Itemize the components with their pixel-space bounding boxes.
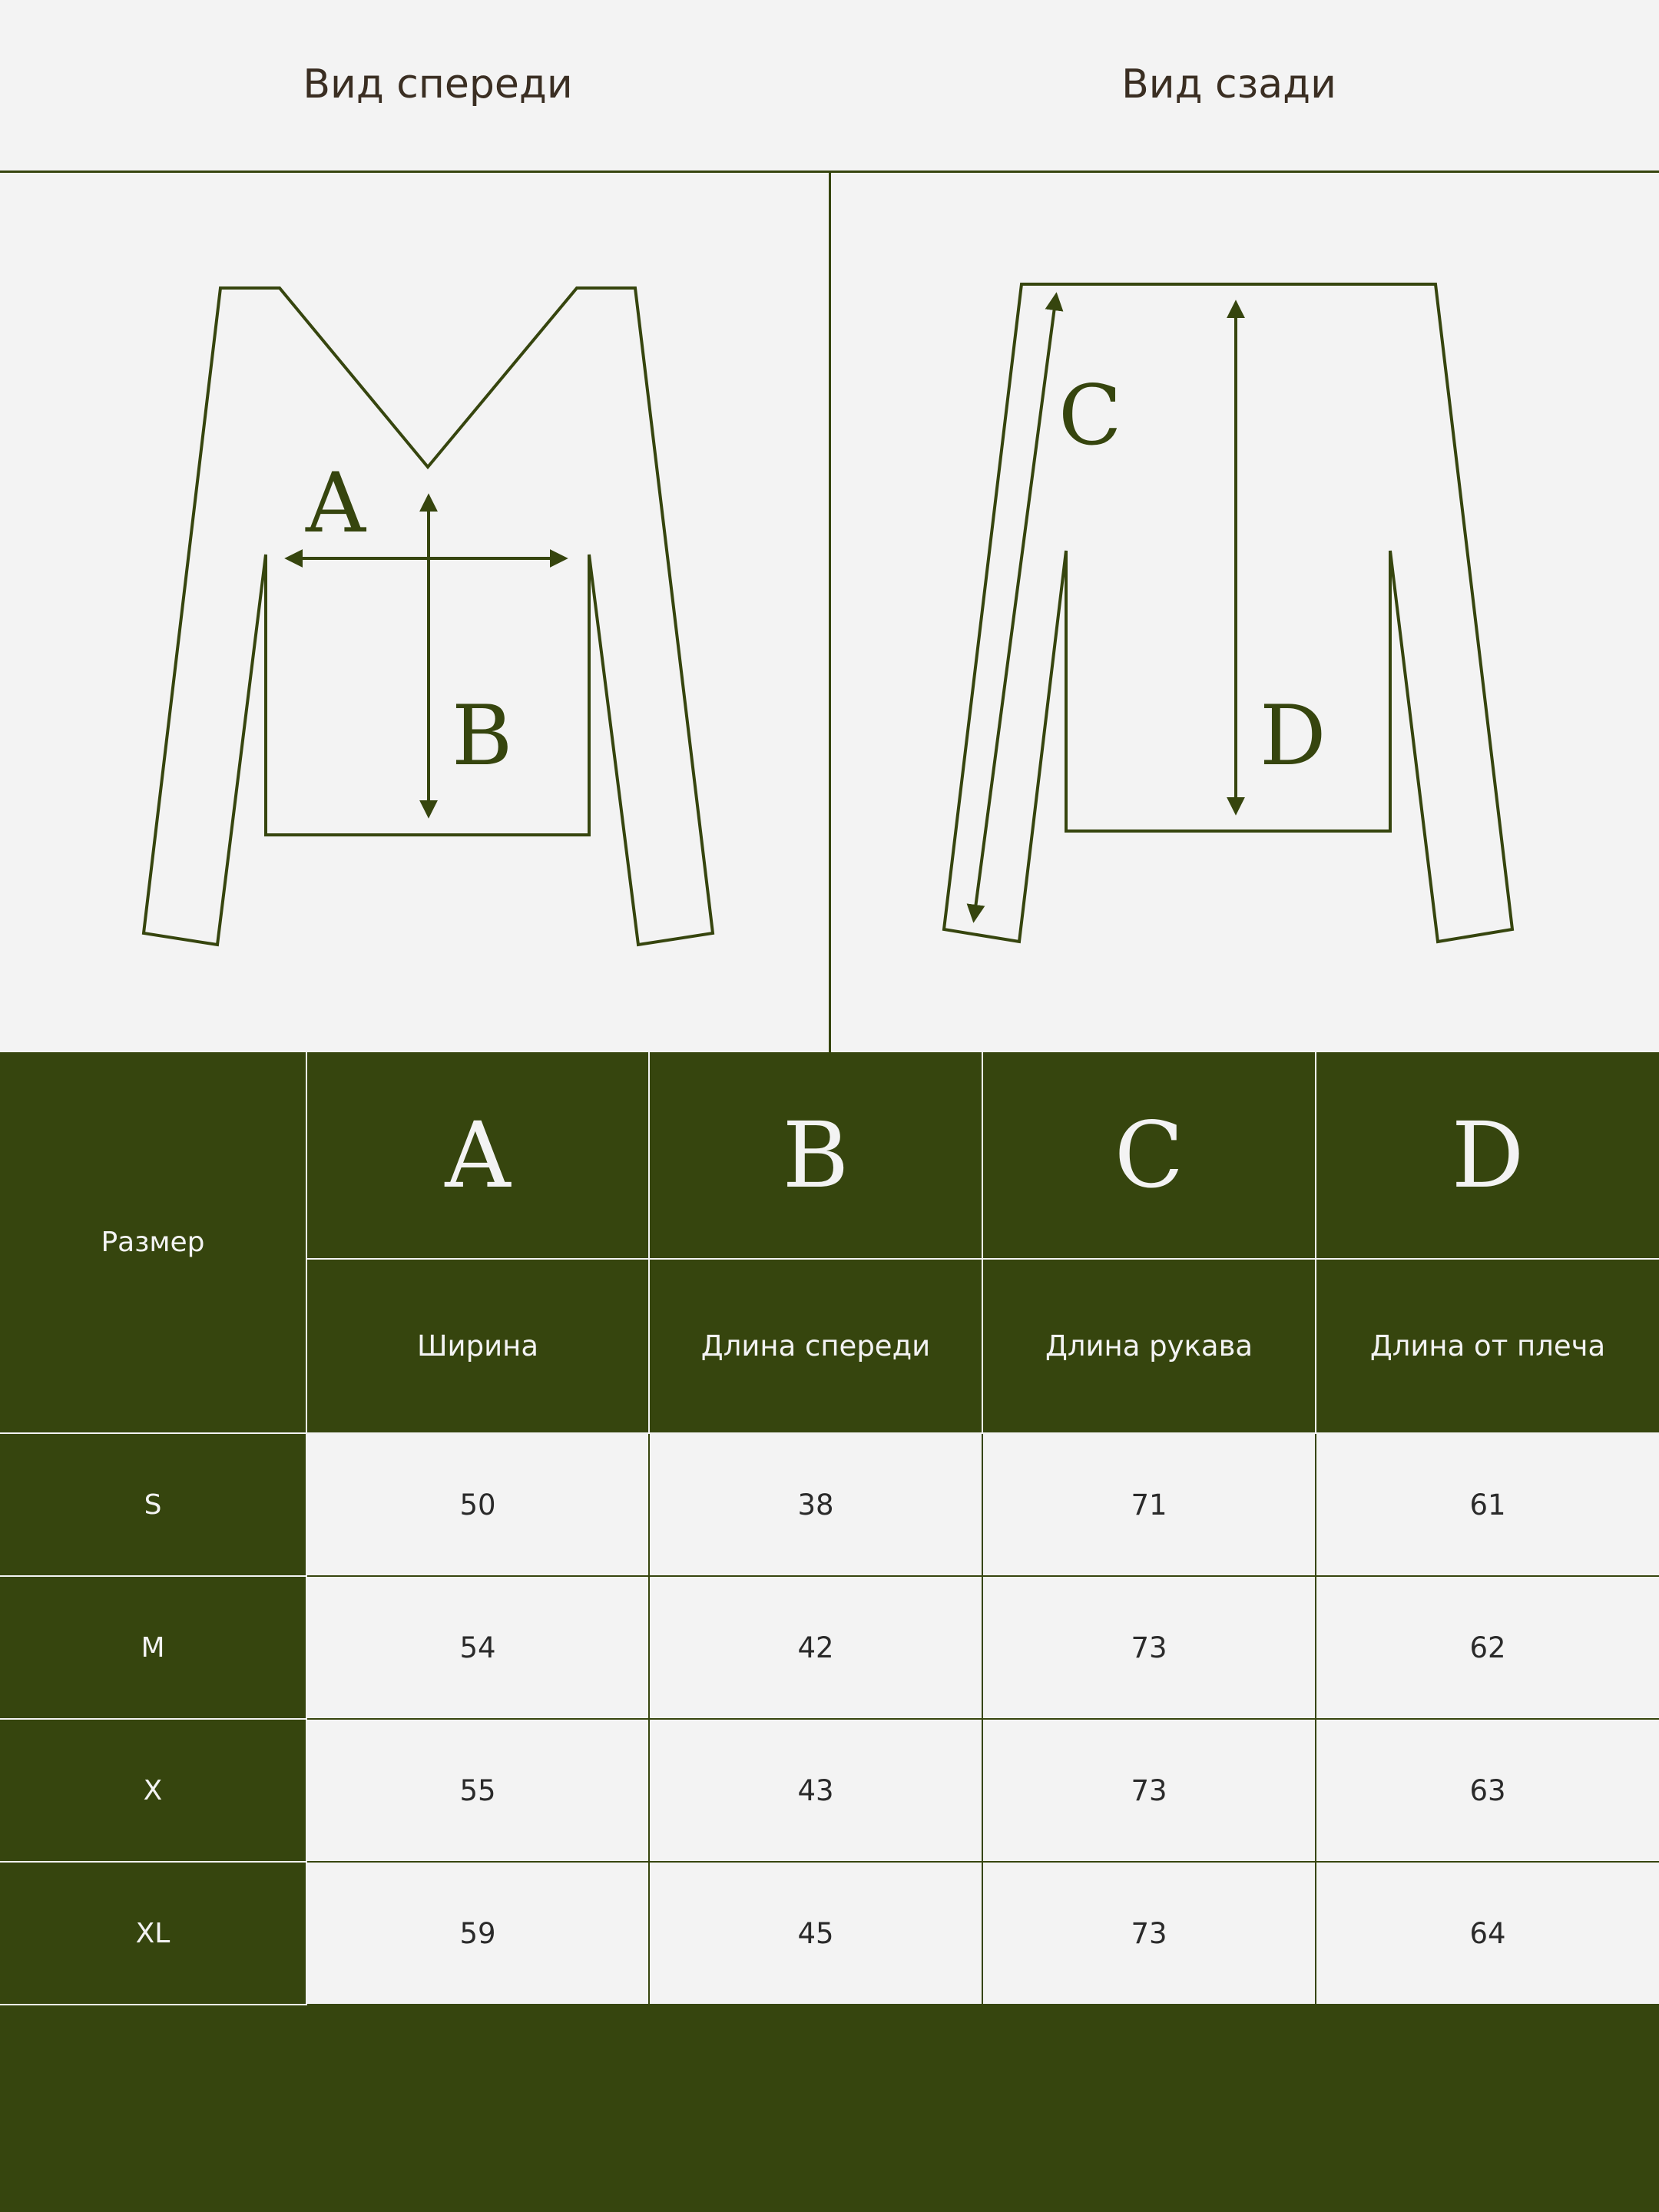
column-label: Ширина xyxy=(416,1330,538,1363)
column-letter: B xyxy=(782,1102,849,1208)
table-cell: 73 xyxy=(983,1577,1315,1718)
back-view-title: Вид сзади xyxy=(1121,61,1336,108)
grid-line xyxy=(0,1861,306,1863)
grid-line xyxy=(1315,1052,1316,1434)
label-b: B xyxy=(452,688,513,784)
grid-line xyxy=(648,1052,650,1434)
size-label: XL xyxy=(135,1917,171,1949)
column-letter: D xyxy=(1451,1102,1525,1208)
table-cell: 63 xyxy=(1316,1720,1659,1861)
table-cell: 73 xyxy=(983,1720,1315,1861)
size-table xyxy=(0,1052,1659,2212)
table-cell: 62 xyxy=(1316,1577,1659,1718)
table-cell: 42 xyxy=(650,1577,982,1718)
column-letter: A xyxy=(445,1102,511,1208)
table-cell: 64 xyxy=(1316,1863,1659,2004)
column-label: Длина от плеча xyxy=(1369,1330,1606,1363)
grid-line xyxy=(306,1052,307,2004)
table-cell: 43 xyxy=(650,1720,982,1861)
label-a: A xyxy=(306,455,366,551)
table-cell: 73 xyxy=(983,1863,1315,2004)
table-cell: 54 xyxy=(307,1577,648,1718)
column-letter: C xyxy=(1114,1102,1184,1208)
grid-line xyxy=(0,2004,307,2005)
front-view-title: Вид спереди xyxy=(303,61,573,108)
table-cell: 61 xyxy=(1316,1434,1659,1575)
size-header: Размер xyxy=(101,1227,205,1258)
grid-line xyxy=(307,1258,1659,1260)
arrow-c xyxy=(974,296,1056,919)
grid-line xyxy=(0,1718,306,1720)
view-headers xyxy=(0,0,1659,172)
grid-line xyxy=(0,1575,306,1577)
grid-line xyxy=(982,1052,983,1434)
garment-diagram xyxy=(0,173,1659,1052)
back-garment-outline xyxy=(944,284,1512,942)
table-cell: 45 xyxy=(650,1863,982,2004)
table-cell: 50 xyxy=(307,1434,648,1575)
table-cell: 59 xyxy=(307,1863,648,2004)
size-label: M xyxy=(141,1631,165,1664)
table-cell: 55 xyxy=(307,1720,648,1861)
table-cell: 38 xyxy=(650,1434,982,1575)
column-label: Длина спереди xyxy=(700,1330,931,1363)
grid-line xyxy=(0,1432,1659,1434)
table-cell: 71 xyxy=(983,1434,1315,1575)
column-label: Длина рукава xyxy=(1045,1330,1253,1363)
size-label: S xyxy=(144,1488,162,1521)
size-label: X xyxy=(143,1774,163,1806)
label-d: D xyxy=(1260,688,1326,784)
label-c: C xyxy=(1058,368,1122,464)
